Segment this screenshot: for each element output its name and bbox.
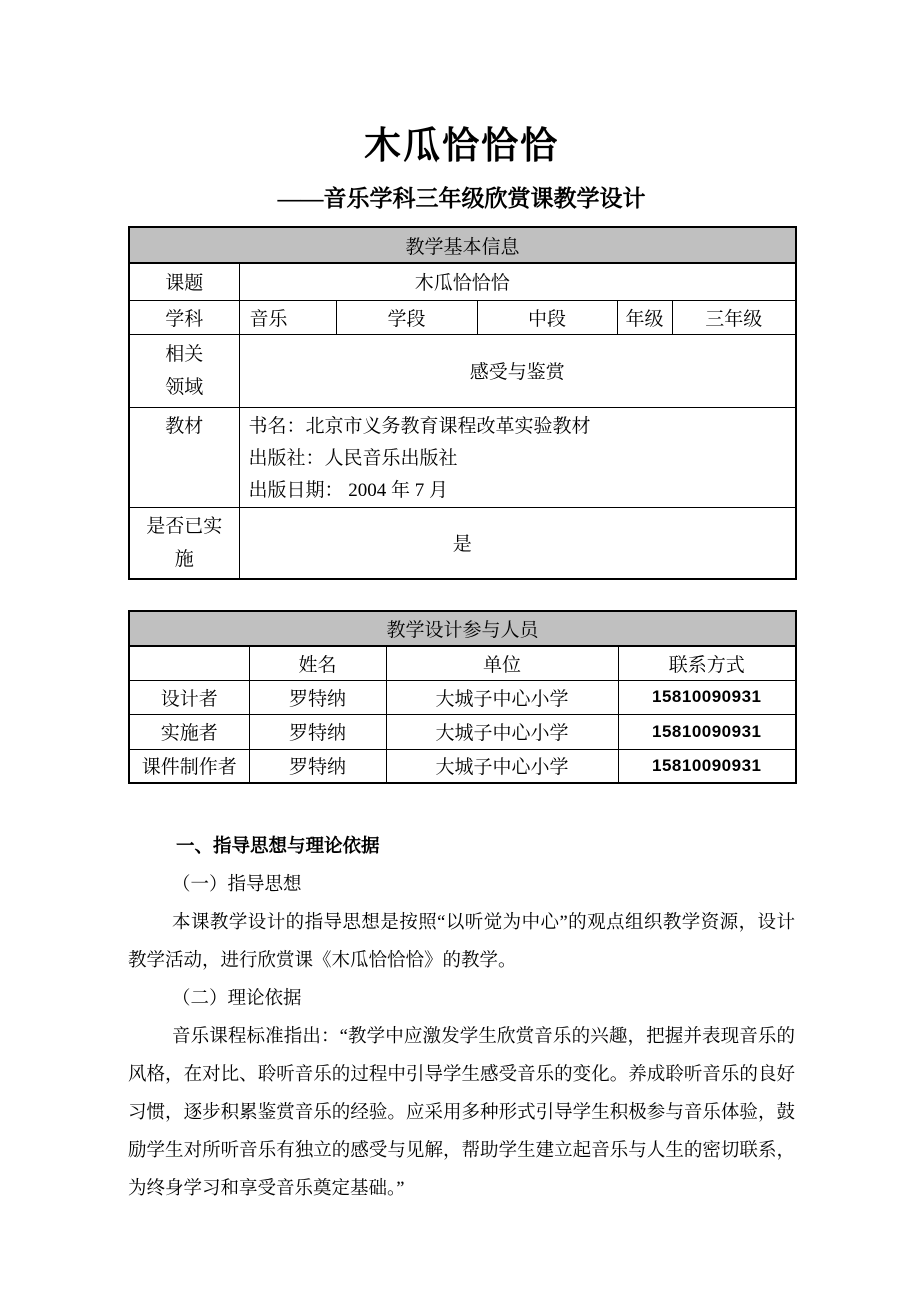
courseware-maker-name: 罗特纳 — [249, 749, 386, 783]
column-header-unit: 单位 — [386, 646, 618, 680]
implementer-contact: 15810090931 — [618, 714, 796, 749]
participants-columns-row — [129, 646, 796, 680]
grade-value: 三年级 — [672, 300, 796, 334]
field-row — [129, 334, 796, 407]
field-label-line2: 领域 — [165, 376, 204, 398]
column-header-name: 姓名 — [249, 646, 386, 680]
subject-label: 学科 — [129, 300, 239, 334]
implemented-value: 是 — [239, 507, 796, 579]
courseware-maker-role: 课件制作者 — [129, 749, 249, 783]
paragraph-theoretical-basis: 音乐课程标准指出：“教学中应激发学生欣赏音乐的兴趣，把握并表现音乐的风格，在对比、聆听音乐的过程中引导学生感受音乐的变化。养成聆听音乐的良好习惯，逐步积累鉴赏音乐的经验。应采用多种形式引导学生积极参与音乐体验，鼓励学生对所听音乐有独立的感受与见解，帮助学生建立起音乐与人生的密切联系，为终身学习和享受音乐奠定基础。” — [128, 1027, 795, 1199]
topic-label: 课题 — [129, 263, 239, 300]
page-subtitle: ——音乐学科三年级欣赏课教学设计 — [277, 186, 646, 211]
implemented-label-line2: 施 — [174, 548, 194, 570]
participants-header-row — [129, 611, 796, 646]
topic-row — [129, 263, 796, 300]
sub-heading-theoretical-basis: （二）理论依据 — [172, 989, 302, 1009]
basic-info-header-row — [129, 227, 796, 263]
textbook-value — [239, 407, 796, 507]
section-heading: 一、指导思想与理论依据 — [176, 837, 380, 857]
basic-info-table — [128, 226, 797, 580]
sub-heading-guiding-thought: （一）指导思想 — [172, 875, 302, 895]
designer-role: 设计者 — [129, 680, 249, 714]
implemented-row — [129, 507, 796, 579]
column-header-contact: 联系方式 — [618, 646, 796, 680]
table-row — [129, 749, 796, 783]
section-guiding-ideology — [128, 828, 795, 1208]
subject-value: 音乐 — [239, 300, 336, 334]
textbook-pub-date: 出版日期： 2004 年 7 月 — [248, 479, 449, 501]
implemented-label — [129, 507, 239, 579]
field-label-line1: 相关 — [165, 343, 204, 365]
topic-value: 木瓜恰恰恰 — [239, 263, 796, 300]
table-row — [129, 714, 796, 749]
grade-label: 年级 — [617, 300, 672, 334]
table-row — [129, 680, 796, 714]
textbook-book-name: 书名：北京市义务教育课程改革实验教材 — [248, 415, 591, 437]
courseware-maker-contact: 15810090931 — [618, 749, 796, 783]
participants-corner-cell — [129, 646, 249, 680]
designer-unit: 大城子中心小学 — [386, 680, 618, 714]
textbook-label: 教材 — [129, 407, 239, 507]
paragraph-guiding-thought: 本课教学设计的指导思想是按照“以听觉为中心”的观点组织教学资源，设计教学活动，进行欣赏课《木瓜恰恰恰》的教学。 — [128, 913, 795, 971]
participants-table — [128, 610, 797, 784]
implementer-role: 实施者 — [129, 714, 249, 749]
designer-contact: 15810090931 — [618, 680, 796, 714]
field-value: 感受与鉴赏 — [239, 334, 796, 407]
courseware-maker-unit: 大城子中心小学 — [386, 749, 618, 783]
field-label — [129, 334, 239, 407]
textbook-row — [129, 407, 796, 507]
stage-label: 学段 — [336, 300, 477, 334]
stage-value: 中段 — [477, 300, 617, 334]
participants-table-title: 教学设计参与人员 — [129, 611, 796, 646]
designer-name: 罗特纳 — [249, 680, 386, 714]
implemented-label-line1: 是否已实 — [146, 515, 223, 537]
implementer-name: 罗特纳 — [249, 714, 386, 749]
implementer-unit: 大城子中心小学 — [386, 714, 618, 749]
basic-info-table-title: 教学基本信息 — [129, 227, 796, 263]
subject-row — [129, 300, 796, 334]
textbook-publisher: 出版社：人民音乐出版社 — [248, 447, 458, 469]
page-title: 木瓜恰恰恰 — [364, 126, 559, 167]
